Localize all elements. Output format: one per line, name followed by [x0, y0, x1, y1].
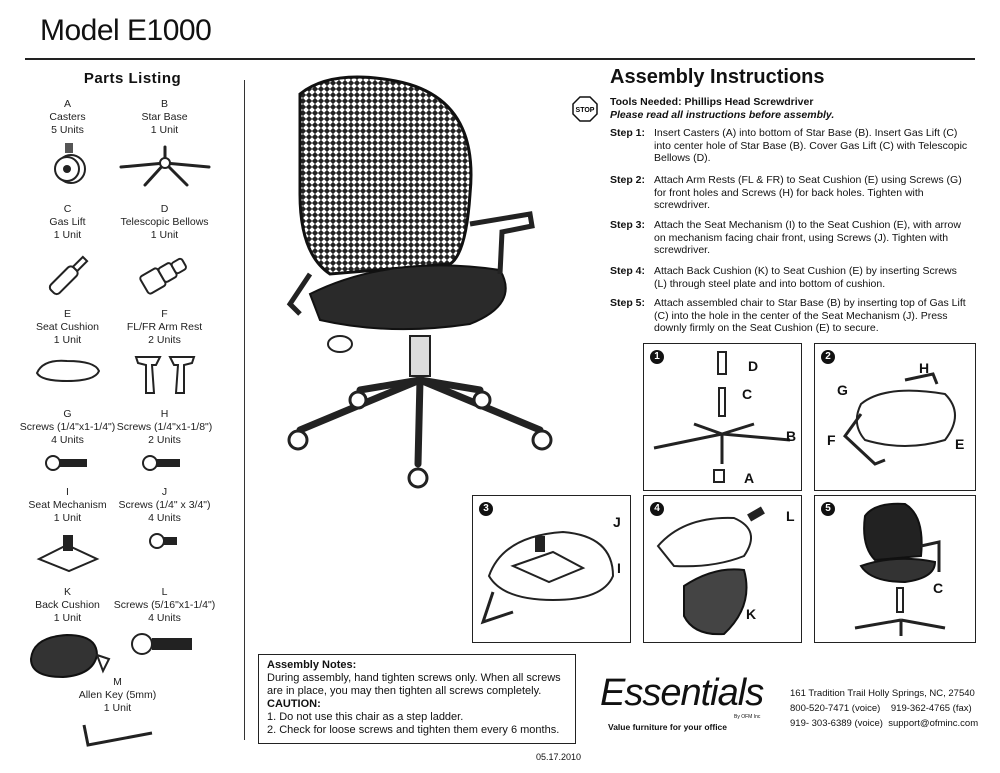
part-b [107, 98, 222, 191]
step-label: Step 4: [610, 265, 646, 277]
label-e: E [955, 436, 965, 452]
part-letter: E [63, 308, 71, 320]
step-5 [610, 297, 970, 335]
notes-body: During assembly, hand tighten screws only. When all screws are in place, you may then tighten all screws completely. [267, 672, 561, 697]
panel-number: 1 [650, 350, 664, 364]
allen-key-icon [78, 719, 158, 753]
phone-fax: 919-362-4765 (fax) [890, 703, 972, 714]
part-d [107, 203, 222, 298]
label-k: K [746, 606, 757, 622]
part-name: Star Base [141, 111, 188, 123]
label-j: J [613, 514, 621, 530]
step-label: Step 3: [610, 219, 646, 231]
part-name: Allen Key (5mm) [78, 689, 157, 701]
step-panel-1 [643, 343, 802, 491]
tools-needed [610, 96, 834, 122]
read-note: Please read all instructions before assembly. [610, 109, 835, 121]
part-letter: D [160, 203, 169, 215]
assembly-title: Assembly Instructions [610, 66, 825, 88]
label-g: G [837, 382, 848, 398]
step-text: Insert Casters (A) into bottom of Star Base (B). Insert Gas Lift (C) into center hole of Star Base (B). Cover Gas Lift (C) with Telescopic Bellows (D). [654, 127, 968, 164]
label-h: H [919, 360, 930, 376]
panel-number: 3 [479, 502, 493, 516]
caution-item: 2. Check for loose screws and tighten them every 6 months. [267, 724, 560, 736]
part-qty: 1 Unit [150, 229, 179, 241]
part-name: Screws (5/16"x1-1/4") [113, 599, 216, 611]
seat-cushion-icon [33, 351, 103, 387]
part-name: Seat Cushion [35, 321, 100, 333]
part-qty: 1 Unit [53, 512, 82, 524]
brand-sub: By OFM Inc [734, 714, 761, 720]
part-l [107, 586, 222, 659]
step-1 [610, 127, 970, 165]
panel-1-drawing [644, 344, 801, 490]
panel-number: 5 [821, 502, 835, 516]
parts-listing-title: Parts Listing [83, 70, 182, 87]
step-text: Attach the Seat Mechanism (I) to the Seat Cushion (E), with arrow on mechanism facing chair front, using Screws (J). Tighten with screwdriver. [654, 219, 961, 256]
label-a: A [744, 470, 755, 486]
page-title: Model E1000 [40, 14, 212, 47]
part-letter: L [161, 586, 168, 598]
part-f [107, 308, 222, 397]
part-name: Casters [49, 111, 86, 123]
part-h [107, 408, 222, 475]
part-letter: C [63, 203, 72, 215]
bellows-icon [135, 246, 195, 298]
bolt-icon [130, 629, 200, 659]
label-c: C [933, 580, 944, 596]
panel-number: 2 [821, 350, 835, 364]
label-d: D [748, 358, 759, 374]
back-cushion-icon [23, 629, 113, 681]
step-3 [610, 219, 970, 257]
brand-logo: Essentials [600, 672, 764, 714]
part-name: Screws (1/4"x1-1/4") [19, 421, 116, 433]
part-letter: I [66, 486, 69, 498]
panel-2-drawing [815, 344, 975, 490]
phone-voice: 800-520-7471 (voice) [790, 703, 881, 714]
part-letter: H [160, 408, 169, 420]
panel-5-drawing [815, 496, 975, 642]
caster-icon [43, 141, 93, 187]
step-2 [610, 174, 970, 212]
part-name: Back Cushion [35, 599, 100, 611]
part-letter: M [113, 676, 122, 688]
step-label: Step 5: [610, 297, 646, 309]
part-letter: J [161, 486, 168, 498]
step-label: Step 2: [610, 174, 646, 186]
part-qty: 1 Unit [53, 334, 82, 346]
seat-mechanism-icon [33, 529, 103, 575]
label-l: L [786, 508, 795, 524]
step-text: Attach assembled chair to Star Base (B) by inserting top of Gas Lift (C) into the hole in the center of the Seat Mechanism (J). Press downly firmly on the Seat Cushion (E) to secure. [654, 297, 966, 334]
screw-icon [145, 529, 185, 553]
screw-icon [140, 451, 190, 475]
part-name: Gas Lift [49, 216, 86, 228]
part-m [60, 676, 175, 753]
step-panel-3 [472, 495, 631, 643]
part-name: Telescopic Bellows [120, 216, 209, 228]
stop-sign-icon [572, 96, 598, 122]
chair-illustration [270, 74, 570, 494]
part-qty: 1 Unit [103, 702, 132, 714]
title-rule [25, 58, 975, 60]
part-qty: 1 Unit [53, 229, 82, 241]
assembly-notes [258, 654, 576, 744]
part-letter: F [161, 308, 168, 320]
gas-lift-icon [38, 246, 98, 304]
panel-number: 4 [650, 502, 664, 516]
part-letter: G [63, 408, 72, 420]
step-4 [610, 265, 970, 290]
phone-voice-2: 919- 303-6389 (voice) [790, 718, 883, 729]
part-qty: 5 Units [51, 124, 84, 136]
label-i: I [617, 560, 621, 576]
tools-text: Tools Needed: Phillips Head Screwdriver [610, 96, 814, 108]
label-b: B [786, 428, 797, 444]
label-c: C [742, 386, 753, 402]
star-base-icon [115, 141, 215, 191]
panel-4-drawing [644, 496, 801, 642]
column-divider [244, 80, 245, 740]
label-f: F [827, 432, 836, 448]
part-name: FL/FR Arm Rest [126, 321, 203, 333]
part-qty: 2 Units [148, 434, 181, 446]
part-qty: 2 Units [148, 334, 181, 346]
part-qty: 4 Units [51, 434, 84, 446]
part-letter: B [160, 98, 168, 110]
support-email: support@ofminc.com [888, 718, 979, 729]
part-qty: 4 Units [148, 612, 181, 624]
part-qty: 1 Unit [150, 124, 179, 136]
part-letter: A [63, 98, 71, 110]
address: 161 Tradition Trail Holly Springs, NC, 27540 [790, 688, 975, 699]
step-panel-5 [814, 495, 976, 643]
brand-tagline: Value furniture for your office [608, 722, 728, 732]
panel-3-drawing [473, 496, 630, 642]
part-qty: 4 Units [148, 512, 181, 524]
screw-icon [43, 451, 93, 475]
part-letter: K [63, 586, 71, 598]
arm-rest-icon [130, 351, 200, 397]
step-panel-4 [643, 495, 802, 643]
document-date: 05.17.2010 [536, 752, 582, 762]
step-text: Attach Back Cushion (K) to Seat Cushion (E) by inserting Screws (L) through steel plate and into bottom of cushion. [654, 265, 957, 290]
part-name: Screws (1/4" x 3/4") [118, 499, 211, 511]
part-name: Screws (1/4"x1-1/8") [116, 421, 213, 433]
step-text: Attach Arm Rests (FL & FR) to Seat Cushion (E) using Screws (G) for front holes and Screws (H) for back holes. Tighten with screwdriver. [654, 174, 962, 211]
caution-item: 1. Do not use this chair as a step ladder. [267, 711, 464, 723]
step-label: Step 1: [610, 127, 646, 139]
step-panel-2 [814, 343, 976, 491]
part-qty: 1 Unit [53, 612, 82, 624]
caution-heading: CAUTION: [267, 698, 321, 710]
part-j [107, 486, 222, 553]
contact-info [790, 686, 978, 731]
notes-heading: Assembly Notes: [267, 659, 357, 671]
stop-label: STOP [575, 107, 595, 114]
part-name: Seat Mechanism [28, 499, 107, 511]
